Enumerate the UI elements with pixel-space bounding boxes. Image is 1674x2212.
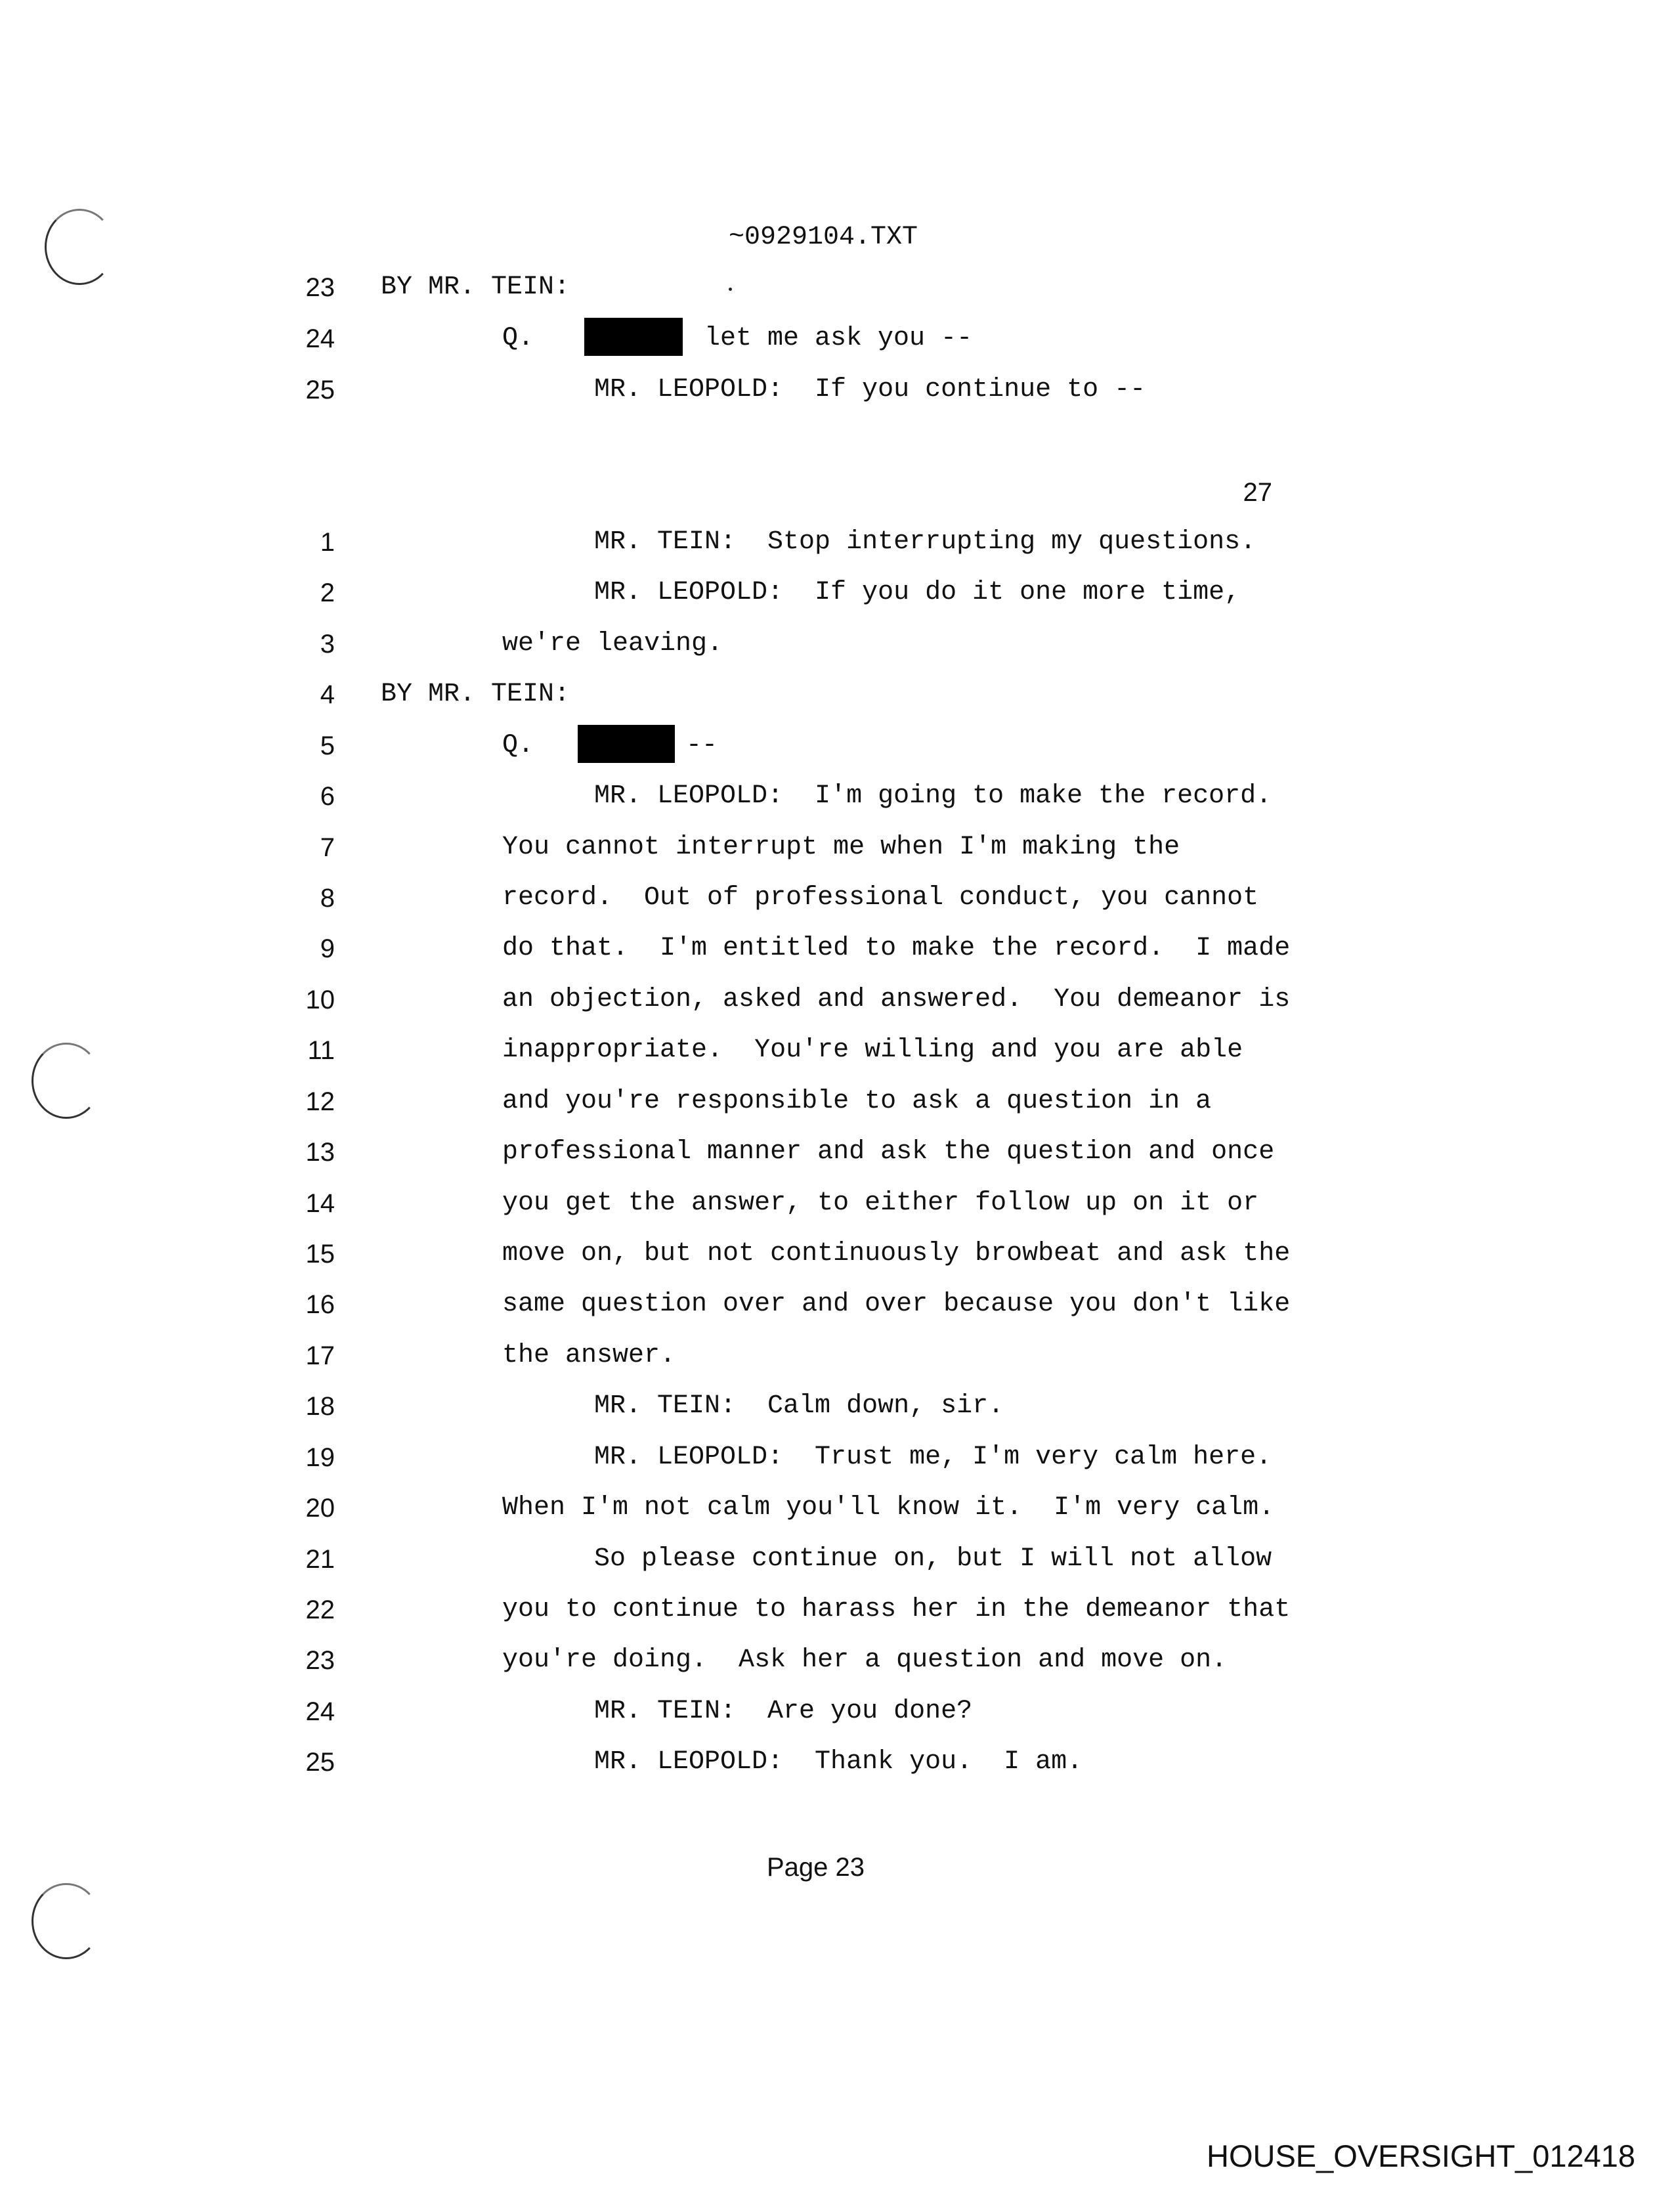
transcript-line: you're doing. Ask her a question and move on. — [502, 1645, 1228, 1675]
page-footer: Page 23 — [767, 1853, 865, 1882]
line-number: 1 — [320, 528, 335, 557]
line-number: 25 — [305, 376, 335, 404]
file-header: ~0929104.TXT — [729, 223, 918, 252]
binder-hole-mark — [45, 209, 114, 285]
transcript-line: MR. TEIN: Stop interrupting my questions. — [594, 527, 1256, 557]
line-number: 9 — [320, 934, 335, 963]
transcript-line-prefix: Q. — [502, 731, 534, 760]
line-number: 13 — [305, 1138, 335, 1167]
line-number: 21 — [305, 1545, 335, 1574]
line-number: 24 — [305, 1697, 335, 1726]
line-number: 25 — [305, 1748, 335, 1777]
transcript-line: MR. LEOPOLD: Trust me, I'm very calm here. — [594, 1442, 1272, 1472]
transcript-line: When I'm not calm you'll know it. I'm very calm. — [502, 1493, 1275, 1523]
transcript-line: inappropriate. You're willing and you are able — [502, 1035, 1243, 1065]
line-number: 2 — [320, 578, 335, 607]
transcript-page-number: 27 — [1243, 478, 1272, 507]
line-number: 17 — [305, 1341, 335, 1370]
line-number: 8 — [320, 884, 335, 913]
line-number: 18 — [305, 1392, 335, 1421]
line-number: 23 — [305, 273, 335, 302]
binder-hole-mark — [32, 1883, 101, 1959]
line-number: 20 — [305, 1494, 335, 1523]
speck — [729, 288, 732, 291]
transcript-line: MR. TEIN: Are you done? — [594, 1697, 973, 1726]
line-number: 10 — [305, 986, 335, 1014]
transcript-line: MR. LEOPOLD: If you do it one more time, — [594, 578, 1241, 607]
transcript-line: You cannot interrupt me when I'm making the — [502, 833, 1180, 862]
transcript-line: professional manner and ask the question and once — [502, 1137, 1275, 1167]
transcript-line: and you're responsible to ask a question in a — [502, 1087, 1212, 1116]
line-number: 7 — [320, 833, 335, 862]
transcript-line-suffix: let me ask you -- — [704, 324, 973, 353]
transcript-line: BY MR. TEIN: — [381, 680, 570, 709]
redaction-box — [578, 725, 675, 763]
transcript-line: same question over and over because you don't like — [502, 1290, 1291, 1319]
line-number: 14 — [305, 1189, 335, 1218]
line-number: 22 — [305, 1595, 335, 1624]
binder-hole-mark — [32, 1043, 101, 1119]
line-number: 19 — [305, 1443, 335, 1472]
transcript-line-suffix: -- — [686, 731, 718, 760]
transcript-line: an objection, asked and answered. You demeanor is — [502, 985, 1291, 1014]
transcript-line: MR. LEOPOLD: If you continue to -- — [594, 375, 1146, 404]
bates-number: HOUSE_OVERSIGHT_012418 — [1207, 2138, 1636, 2173]
transcript-line: the answer. — [502, 1341, 676, 1370]
line-number: 6 — [320, 782, 335, 811]
transcript-line: MR. TEIN: Calm down, sir. — [594, 1391, 1004, 1421]
transcript-line: BY MR. TEIN: — [381, 272, 570, 302]
transcript-line: record. Out of professional conduct, you cannot — [502, 883, 1259, 913]
line-number: 23 — [305, 1646, 335, 1675]
transcript-line: move on, but not continuously browbeat and ask the — [502, 1239, 1291, 1269]
transcript-line: you to continue to harass her in the demeanor that — [502, 1595, 1291, 1624]
line-number: 4 — [320, 680, 335, 709]
line-number: 24 — [305, 324, 335, 353]
transcript-line: we're leaving. — [502, 629, 723, 659]
transcript-line: So please continue on, but I will not allow — [594, 1544, 1272, 1574]
transcript-line-prefix: Q. — [502, 324, 534, 353]
transcript-line: MR. LEOPOLD: I'm going to make the record. — [594, 781, 1272, 811]
transcript-line: you get the answer, to either follow up on it or — [502, 1188, 1259, 1218]
line-number: 16 — [305, 1290, 335, 1319]
redaction-box — [584, 318, 683, 356]
transcript-line: do that. I'm entitled to make the record. I made — [502, 934, 1291, 963]
line-number: 11 — [307, 1036, 335, 1065]
line-number: 5 — [320, 731, 335, 760]
transcript-line: MR. LEOPOLD: Thank you. I am. — [594, 1747, 1083, 1777]
line-number: 3 — [320, 630, 335, 659]
line-number: 12 — [305, 1087, 335, 1116]
line-number: 15 — [305, 1240, 335, 1269]
